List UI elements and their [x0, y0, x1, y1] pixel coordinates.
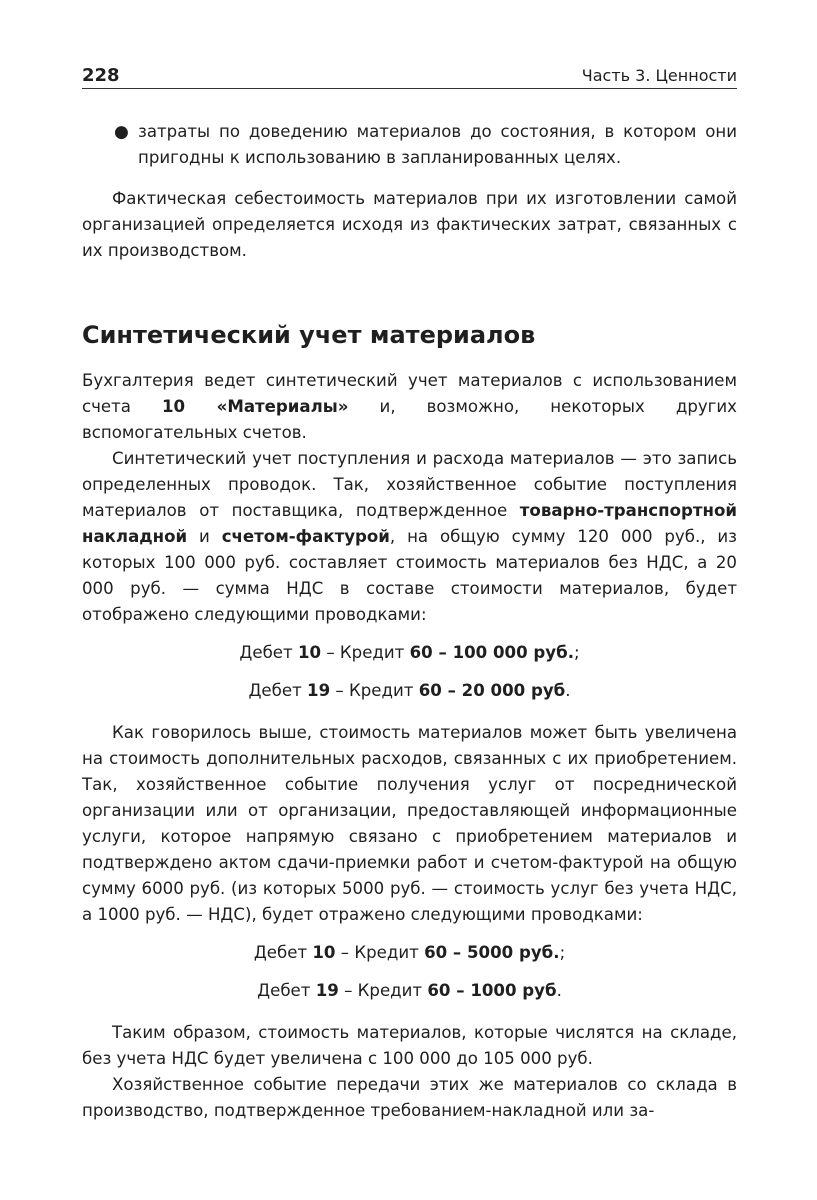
bullet-text: затраты по доведению материалов до состояния, в котором они пригодны к использованию в запланированных целях.: [138, 122, 737, 167]
paragraph-transfer: Хозяйственное событие передачи этих же материалов со склада в производство, подтвержденное требованием-накладной или за-: [82, 1075, 737, 1120]
posting-line: Дебет 19 – Кредит 60 – 20 000 руб.: [248, 681, 571, 700]
paragraph-postings-intro: Синтетический учет поступления и расхода материалов — это запись определенных проводок. Так, хозяйственное событие поступления материалов от поставщика, подтвержденное товарно-транспортной накладной и счетом-фактурой, на общую сумму 120 000 руб., из которых 100 000 руб. составляет стоимость материалов без НДС, а 20 000 руб. — сумма НДС в составе стоимости материалов, будет отображено следующими проводками:: [82, 449, 737, 624]
book-page: [82, 58, 737, 1124]
postings-block-2: [82, 940, 737, 1004]
page-body: [82, 119, 737, 1124]
section-heading: Синтетический учет материалов: [82, 321, 536, 349]
paragraph-actual-cost: Фактическая себестоимость материалов при их изготовлении самой организацией определяется исходя из фактических затрат, связанных с их производством.: [82, 189, 737, 260]
account-10-name: 10 «Материалы»: [162, 397, 349, 416]
bullet-icon: ●: [114, 122, 129, 142]
term-waybill: товарно-транспортной накладной: [82, 501, 737, 546]
running-head: Часть 3. Ценности: [581, 66, 737, 85]
paragraph-synthetic-accounting: Бухгалтерия ведет синтетический учет материалов с использованием счета 10 «Материалы» и, возможно, некоторых других вспомогательных счетов.: [82, 371, 737, 442]
paragraph-cost-increase: Таким образом, стоимость материалов, которые числятся на складе, без учета НДС будет увеличена с 100 000 до 105 000 руб.: [82, 1023, 737, 1068]
postings-block-1: [82, 640, 737, 704]
posting-line: Дебет 19 – Кредит 60 – 1000 руб.: [257, 981, 562, 1000]
paragraph-additional-costs: Как говорилось выше, стоимость материалов может быть увеличена на стоимость дополнительных расходов, связанных с их приобретением. Так, хозяйственное событие получения услуг от посреднической организации или от организации, предоставляющей информационные услуги, которое напрямую связано с приобретением материалов и подтверждено актом сдачи-приемки работ и счетом-фактурой на общую сумму 6000 руб. (из которых 5000 руб. — стоимость услуг без учета НДС, а 1000 руб. — НДС), будет отражено следующими проводками:: [82, 723, 737, 924]
posting-line: Дебет 10 – Кредит 60 – 100 000 руб.;: [239, 643, 580, 662]
page-header: [82, 58, 737, 89]
posting-line: Дебет 10 – Кредит 60 – 5000 руб.;: [253, 943, 566, 962]
term-invoice: счетом-фактурой: [221, 527, 390, 546]
bullet-list-item: [82, 119, 737, 171]
page-number: 228: [82, 65, 120, 86]
